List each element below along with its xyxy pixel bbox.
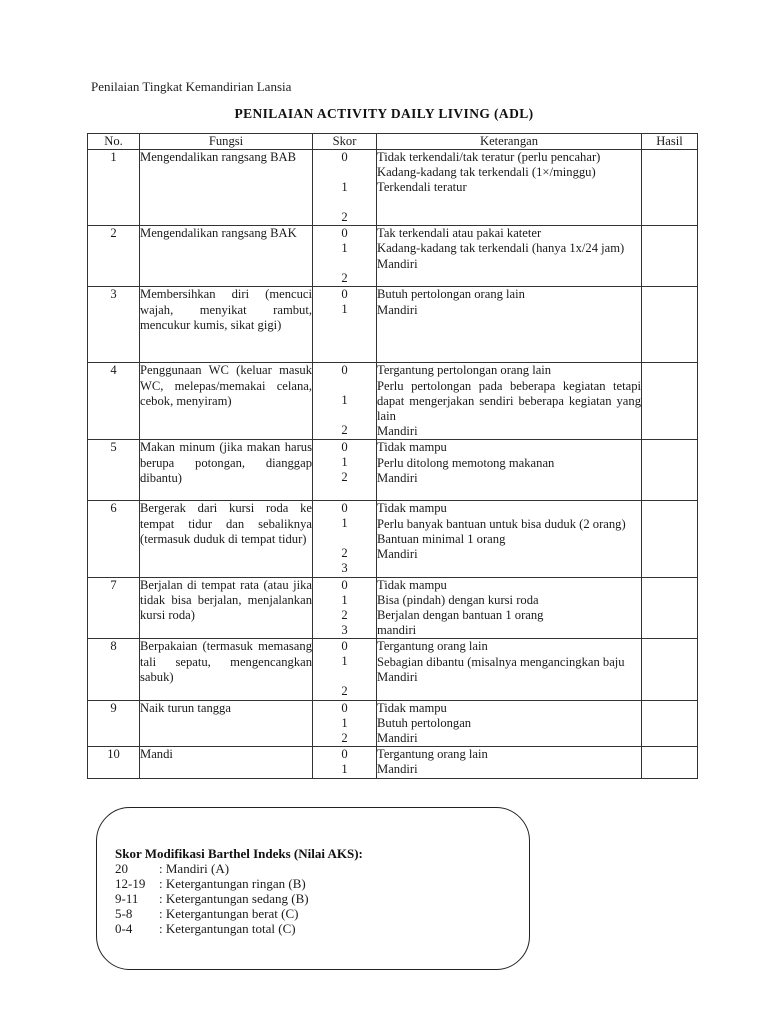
function-cell: Mengendalikan rangsang BAK [140,226,313,287]
score-value: 2 [341,470,348,485]
row-number: 1 [88,150,140,226]
score-value: 0 [341,639,348,654]
function-cell: Berjalan di tempat rata (atau jika tidak bisa berjalan, menjalankan kursi roda) [140,577,313,639]
description-cell [377,440,642,501]
score-value: 0 [341,747,348,762]
description-cell [377,501,642,577]
score-value: 1 [341,762,348,777]
description-option: Mandiri [377,762,418,777]
table-row [88,577,698,639]
score-value: 1 [341,302,348,317]
score-cell [313,639,377,700]
description-option: Perlu banyak bantuan untuk bisa duduk (2 orang) [377,516,626,531]
scoring-range: 0-4 [115,921,133,936]
score-value: 1 [341,180,348,194]
row-number: 9 [88,700,140,747]
result-cell[interactable] [642,150,698,226]
scoring-legend-item [115,891,309,906]
scoring-legend-item [115,906,298,921]
score-value: 2 [341,730,348,745]
score-value: 1 [341,516,348,531]
score-value: 2 [341,546,348,561]
description-cell [377,363,642,440]
score-value: 0 [341,440,348,455]
function-cell: Naik turun tangga [140,700,313,747]
description-cell [377,639,642,700]
score-value: 0 [341,363,348,378]
description-option: Tidak mampu [377,577,447,592]
score-value: 3 [341,561,348,576]
score-cell [313,226,377,287]
description-option: Perlu ditolong memotong makanan [377,455,555,470]
table-row [88,747,698,778]
column-header-no: No. [88,134,140,150]
row-number: 6 [88,501,140,577]
description-option: Tergantung orang lain [377,747,488,762]
score-cell [313,287,377,363]
scoring-label: : Ketergantungan sedang (B) [159,891,309,906]
table-row [88,226,698,287]
table-row [88,501,698,577]
score-value: 2 [341,271,348,286]
score-cell [313,363,377,440]
function-cell: Bergerak dari kursi roda ke tempat tidur dan sebaliknya (termasuk duduk di tempat tidur) [140,501,313,577]
scoring-legend-item [115,876,306,891]
column-header-fungsi: Fungsi [140,134,313,150]
result-cell[interactable] [642,700,698,747]
row-number: 7 [88,577,140,639]
description-cell [377,287,642,363]
table-row [88,639,698,700]
description-cell [377,577,642,639]
description-option: Bantuan minimal 1 orang [377,531,506,546]
description-option: Berjalan dengan bantuan 1 orang [377,608,544,623]
score-cell [313,440,377,501]
scoring-legend-title: Skor Modifikasi Barthel Indeks (Nilai AKS): [115,846,363,861]
score-value: 0 [341,501,348,516]
table-row [88,440,698,501]
function-cell: Berpakaian (termasuk memasang tali sepatu, mengencangkan sabuk) [140,639,313,700]
description-option: Mandiri [377,731,418,746]
score-value: 1 [341,592,348,607]
description-option: Tidak mampu [377,700,447,715]
score-value: 1 [341,654,348,669]
description-option: Mandiri [377,256,418,271]
row-number: 8 [88,639,140,700]
score-value: 1 [341,393,348,408]
description-option: Perlu pertolongan pada beberapa kegiatan tetapi dapat mengerjakan sendiri beberapa kegiatan yang lain [377,378,641,424]
description-option: Tidak mampu [377,440,447,455]
score-cell [313,150,377,226]
scoring-label: : Ketergantungan ringan (B) [159,876,306,891]
description-option: Tergantung orang lain [377,639,488,654]
column-header-keterangan: Keterangan [377,134,642,150]
description-option: Tidak mampu [377,501,447,516]
score-cell [313,501,377,577]
description-option: mandiri [377,623,417,638]
row-number: 10 [88,747,140,778]
result-cell[interactable] [642,747,698,778]
description-option: Tidak terkendali/tak teratur (perlu pencahar) [377,150,601,164]
column-header-skor: Skor [313,134,377,150]
score-value: 1 [341,455,348,470]
score-value: 2 [341,210,348,224]
score-value: 0 [341,226,348,241]
description-option: Kadang-kadang tak terkendali (1×/minggu) [377,165,596,180]
result-cell[interactable] [642,287,698,363]
description-option: Mandiri [377,470,418,485]
table-row [88,287,698,363]
scoring-label: : Ketergantungan total (C) [159,921,296,936]
function-cell: Makan minum (jika makan harus berupa potongan, dianggap dibantu) [140,440,313,501]
description-option: Butuh pertolongan orang lain [377,287,525,302]
score-cell [313,700,377,747]
result-cell[interactable] [642,501,698,577]
description-option: Kadang-kadang tak terkendali (hanya 1x/24 jam) [377,241,625,256]
description-option: Mandiri [377,302,418,317]
scoring-range: 20 [115,861,128,876]
score-value: 0 [341,577,348,592]
score-value: 1 [341,241,348,256]
result-cell[interactable] [642,440,698,501]
table-header-row [88,134,698,150]
score-cell [313,747,377,778]
scoring-label: : Ketergantungan berat (C) [159,906,299,921]
score-value: 3 [341,622,348,637]
description-cell [377,226,642,287]
score-value: 0 [341,287,348,302]
result-cell[interactable] [642,639,698,700]
scoring-legend-item [115,861,229,876]
table-row [88,700,698,747]
result-cell[interactable] [642,226,698,287]
description-option: Bisa (pindah) dengan kursi roda [377,592,539,607]
column-header-hasil: Hasil [642,134,698,150]
row-number: 5 [88,440,140,501]
document-header-label: Penilaian Tingkat Kemandirian Lansia [91,79,292,94]
score-cell [313,577,377,639]
function-cell: Mengendalikan rangsang BAB [140,150,313,226]
function-cell: Mandi [140,747,313,778]
adl-table [87,133,698,779]
description-option: Butuh pertolongan [377,715,472,730]
description-option: Sebagian dibantu (misalnya mengancingkan baju [377,654,625,669]
description-option: Mandiri [377,547,418,562]
score-value: 0 [341,700,348,715]
table-row [88,150,698,226]
scoring-legend-item [115,921,296,936]
description-option: Terkendali teratur [377,180,467,195]
scoring-range: 5-8 [115,906,133,921]
description-cell [377,747,642,778]
function-cell: Membersihkan diri (mencuci wajah, menyikat rambut, mencukur kumis, sikat gigi) [140,287,313,363]
row-number: 4 [88,363,140,440]
score-value: 1 [341,715,348,730]
description-cell [377,700,642,747]
description-option: Mandiri [377,669,418,684]
score-value: 0 [341,150,348,164]
scoring-label: : Mandiri (A) [159,861,230,876]
function-cell: Penggunaan WC (keluar masuk WC, melepas/memakai celana, cebok, menyiram) [140,363,313,440]
description-option: Tak terkendali atau pakai kateter [377,226,542,241]
scoring-range: 12-19 [115,876,146,891]
result-cell[interactable] [642,363,698,440]
document-title: PENILAIAN ACTIVITY DAILY LIVING (ADL) [234,106,534,121]
score-value: 2 [341,423,348,438]
row-number: 2 [88,226,140,287]
row-number: 3 [88,287,140,363]
description-option: Tergantung pertolongan orang lain [377,363,552,378]
description-cell [377,150,642,226]
table-row [88,363,698,440]
description-option: Mandiri [377,424,418,439]
result-cell[interactable] [642,577,698,639]
scoring-range: 9-11 [115,891,139,906]
score-value: 2 [341,607,348,622]
score-value: 2 [341,684,348,699]
